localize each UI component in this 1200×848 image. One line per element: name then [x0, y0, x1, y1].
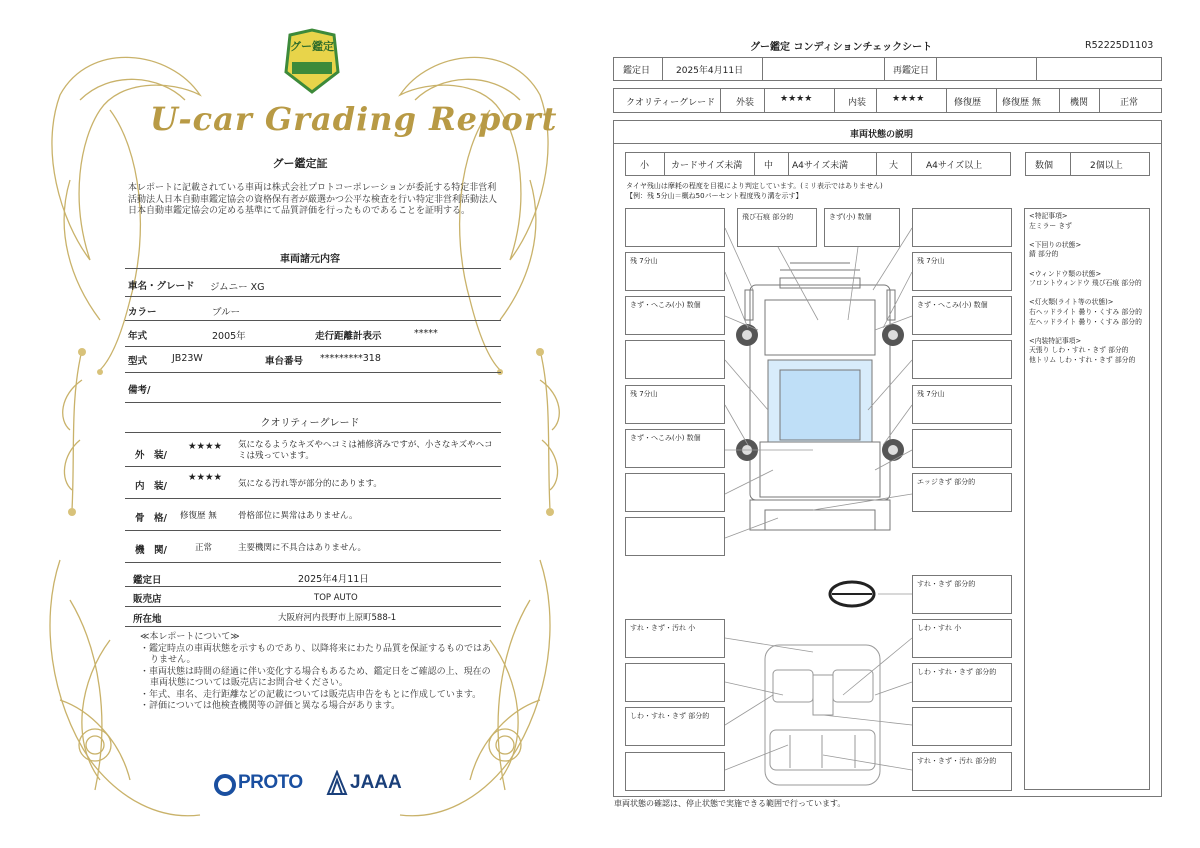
divider	[125, 586, 501, 587]
mileage-label: 走行距離計表示	[315, 331, 382, 342]
color-value: ブルー	[212, 307, 241, 318]
quality-label: クオリティーグレード	[626, 98, 716, 108]
date-label: 鑑定日	[623, 66, 651, 76]
callout-box: すれ・きず 部分的	[912, 575, 1012, 614]
legend-small: 小	[640, 161, 650, 171]
callout-box: きず・へこみ(小) 数個	[912, 296, 1012, 335]
note-line: フロントウィンドウ 飛び石痕 部分的	[1029, 279, 1142, 288]
date-label: 鑑定日	[133, 575, 162, 586]
note-line: 錆 部分的	[1029, 250, 1059, 259]
exterior-label: 外 装/	[135, 450, 167, 461]
legend-large-desc: A4サイズ以上	[926, 161, 983, 171]
callout-box: きず・へこみ(小) 数個	[625, 296, 725, 335]
special-notes	[1024, 208, 1150, 790]
note-item: ・鑑定時点の車両状態を示すものであり、以降将来にわたり品質を保証するものではありません。	[140, 643, 492, 665]
name-label: 車名・グレード	[128, 281, 195, 292]
certificate-title: グー鑑定証	[272, 157, 328, 170]
interior-label: 内 装/	[135, 481, 167, 492]
proto-logo: PROTO	[238, 772, 303, 793]
leader-lines	[613, 200, 1033, 570]
model-label: 型式	[128, 356, 148, 367]
note-line	[1029, 260, 1145, 270]
condition-title: 車両状態の説明	[850, 130, 914, 140]
dealer-value: TOP AUTO	[314, 593, 358, 603]
callout-box: しわ・すれ・きず 部分的	[912, 663, 1012, 702]
certificate-body: 本レポートに記載されている車両は株式会社プロトコーポレーションが委託する特定非営利活動法人日本自動車鑑定協会の資格保有者が厳選かつ公平な検査を行い特定非営利活動法人日本自動車鑑定協会の定める基準にて品質評価を行ったものであることを証明する。	[128, 183, 498, 216]
dealer-label: 販売店	[133, 594, 162, 605]
divider	[125, 530, 501, 531]
note-line: 左ミラー きず	[1029, 221, 1072, 230]
report-notes	[140, 632, 495, 713]
remarks-label: 備考/	[128, 385, 151, 396]
note-line	[1029, 327, 1145, 337]
engine-status: 正常	[195, 543, 213, 553]
note-line	[1029, 231, 1145, 241]
callout-box: 飛び石痕 部分的	[737, 208, 817, 247]
frame-status: 修復歴 無	[180, 511, 217, 521]
interior-text: 気になる汚れ等が部分的にあります。	[238, 479, 382, 489]
divider	[125, 562, 501, 563]
engine-label: 機 関/	[135, 545, 167, 556]
exterior-stars: ★★★★	[780, 94, 813, 104]
note-line: <下回りの状態>	[1029, 240, 1082, 249]
legend-small-desc: カードサイズ未満	[671, 161, 743, 171]
tire-note-2: 【例：残 5分山＝概ね50パーセント程度残り溝を示す】	[626, 192, 803, 200]
interior-stars: ★★★★	[892, 94, 925, 104]
engine-text: 主要機関に不具合はありません。	[238, 543, 367, 553]
note-line: <灯火類(ライト等の状態)>	[1029, 298, 1114, 307]
note-line: <内装特記事項>	[1029, 336, 1082, 345]
divider	[125, 320, 501, 321]
divider	[125, 432, 501, 433]
tire-note-1: タイヤ残山は摩耗の程度を目視により判定しています。(ミリ表示ではありません)	[626, 182, 883, 190]
date-value: 2025年4月11日	[298, 574, 369, 585]
quality-title: クオリティーグレード	[260, 418, 360, 429]
divider	[125, 296, 501, 297]
callout-box: 残 7分山	[625, 252, 725, 291]
year-label: 年式	[128, 331, 148, 342]
divider	[125, 268, 501, 269]
callout-box: すれ・きず・汚れ 小	[625, 619, 725, 658]
legend-count: 数個	[1035, 161, 1054, 171]
divider	[125, 606, 501, 607]
sheet-footer: 車両状態の確認は、停止状態で実施できる範囲で行っています。	[614, 799, 846, 808]
repair-label: 修復歴	[954, 98, 982, 108]
legend-large: 大	[889, 161, 899, 171]
legend-medium-desc: A4サイズ未満	[792, 161, 849, 171]
callout-box: きず(小) 数個	[824, 208, 900, 247]
exterior-stars: ★★★★	[188, 441, 223, 452]
date-value: 2025年4月11日	[676, 66, 744, 76]
engine-label: 機関	[1070, 98, 1089, 108]
reinspect-label: 再鑑定日	[893, 66, 930, 76]
name-value: ジムニー XG	[210, 282, 265, 293]
callout-box: 残 7分山	[912, 252, 1012, 291]
frame-label: 骨 格/	[135, 513, 167, 524]
address-label: 所在地	[133, 614, 162, 625]
divider	[125, 402, 501, 403]
specs-title: 車両諸元内容	[280, 254, 340, 265]
note-line: <ウィンドウ類の状態>	[1029, 269, 1102, 278]
interior-label: 内装	[848, 98, 867, 108]
callout-box: 残 7分山	[912, 385, 1012, 424]
sheet-title: グー鑑定 コンディションチェックシート	[750, 42, 933, 53]
proto-logo-icon	[214, 774, 236, 796]
note-line: <特記事項>	[1029, 212, 1068, 220]
note-item: ・年式、車名、走行距離などの記載については販売店申告をもとに作成しています。	[140, 689, 482, 700]
note-line: 天張り しわ・すれ・きず 部分的	[1029, 346, 1129, 355]
divider	[125, 372, 501, 373]
exterior-text: 気になるようなキズやヘコミは補修済みですが、小さなキズやヘコミは残っています。	[238, 440, 493, 461]
note-line: 右ヘッドライト 曇り・くすみ 部分的	[1029, 307, 1142, 316]
legend-medium: 中	[764, 161, 774, 171]
year-value: 2005年	[212, 331, 246, 342]
note-line: 左ヘッドライト 曇り・くすみ 部分的	[1029, 317, 1142, 326]
note-line: 他トリム しわ・すれ・きず 部分的	[1029, 355, 1136, 364]
callout-box: しわ・すれ・きず 部分的	[625, 707, 725, 746]
legend-count-desc: 2個以上	[1090, 161, 1123, 171]
sheet-code: R52225D1103	[1085, 40, 1154, 51]
jaaa-logo: JAAA	[350, 772, 402, 793]
note-line	[1029, 289, 1145, 299]
callout-box: きず・へこみ(小) 数個	[625, 429, 725, 468]
callout-box: 残 7分山	[625, 385, 725, 424]
mileage-value: *****	[414, 328, 438, 339]
notes-title: ≪本レポートについて≫	[140, 632, 240, 642]
callout-box: すれ・きず・汚れ 部分的	[912, 752, 1012, 791]
jaaa-logo-icon	[326, 770, 348, 796]
frame-text: 骨格部位に異常はありません。	[238, 511, 358, 521]
note-item: ・評価については他検査機関等の評価と異なる場合があります。	[140, 701, 401, 711]
leader-lines	[613, 570, 1033, 795]
engine-value: 正常	[1120, 98, 1139, 108]
report-script-title: U-car Grading Report	[150, 100, 558, 138]
color-label: カラー	[128, 307, 157, 318]
divider	[125, 346, 501, 347]
note-item: ・車両状態は時間の経過に伴い変化する場合もあるため、鑑定日をご確認の上、現在の車両状態については販売店にお問合せください。	[140, 666, 491, 688]
divider	[125, 498, 501, 499]
address-value: 大阪府河内長野市上原町588-1	[278, 613, 397, 623]
goo-badge: グー鑑定	[290, 40, 334, 53]
interior-stars: ★★★★	[188, 472, 223, 483]
chassis-value: *********318	[320, 353, 381, 364]
callout-box: エッジきず 部分的	[912, 473, 1012, 512]
model-value: JB23W	[172, 353, 203, 364]
callout-box: しわ・すれ 小	[912, 619, 1012, 658]
divider	[125, 626, 501, 627]
repair-value: 修復歴 無	[1002, 98, 1041, 108]
divider	[125, 466, 501, 467]
exterior-label: 外装	[736, 98, 755, 108]
chassis-label: 車台番号	[265, 356, 304, 367]
